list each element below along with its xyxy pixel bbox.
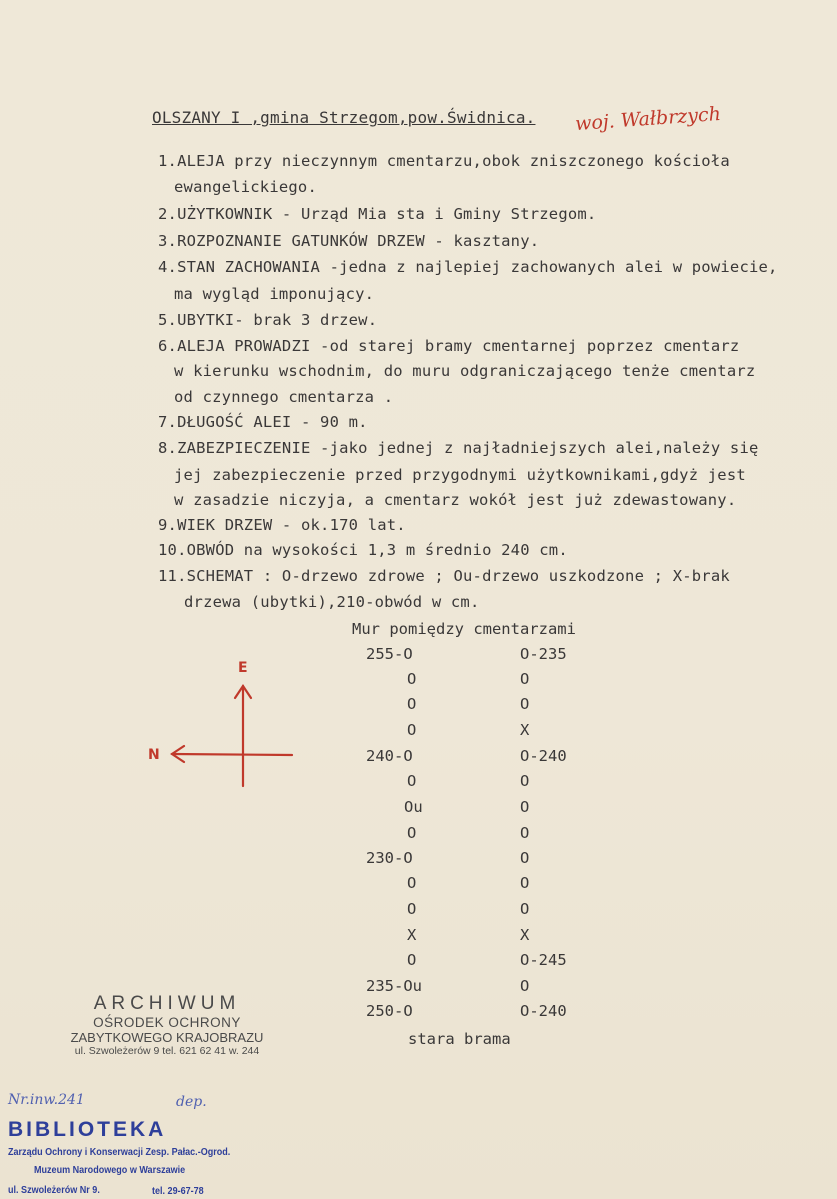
tree-right-6: O (520, 772, 530, 790)
item-5: 5.UBYTKI- brak 3 drzew. (158, 311, 378, 329)
tree-left-9: 230-O (366, 849, 413, 867)
archive-line-4: ul. Szwoleżerów 9 tel. 621 62 41 w. 244 (74, 1045, 260, 1057)
item-8-cont-1: jej zabezpieczenie przed przygodnymi użytkownikami,gdyż jest (174, 466, 746, 484)
compass-arrows-icon (160, 676, 300, 791)
tree-left-5: 240-O (366, 747, 413, 765)
tree-left-7: Ou (404, 798, 423, 816)
compass-east-label: E (238, 660, 248, 676)
stamp-line-3: ul. Szwoleżerów Nr 9. (8, 1184, 100, 1196)
stamp-line-4: tel. 29-67-78 (152, 1185, 204, 1197)
tree-right-3: O (520, 695, 530, 713)
tree-left-11: O (407, 900, 417, 918)
archive-line-2: OŚRODEK OCHRONY (93, 1015, 241, 1030)
handwritten-note: woj. Wałbrzych (574, 102, 722, 136)
tree-left-10: O (407, 874, 417, 892)
item-8-cont-2: w zasadzie niczyja, a cmentarz wokół jest już zdewastowany. (174, 491, 737, 509)
tree-left-12: X (407, 926, 417, 944)
tree-right-13: O-245 (520, 951, 567, 969)
tree-right-15: O-240 (520, 1002, 567, 1020)
item-4-cont: ma wygląd imponujący. (174, 285, 375, 303)
tree-left-4: O (407, 721, 417, 739)
item-9: 9.WIEK DRZEW - ok.170 lat. (158, 516, 406, 534)
tree-right-7: O (520, 798, 530, 816)
compass-north-label: N (148, 747, 160, 763)
deposit-note: dep. (176, 1094, 207, 1110)
item-4: 4.STAN ZACHOWANIA -jedna z najlepiej zachowanych alei w powiecie, (158, 258, 778, 276)
item-2: 2.UŻYTKOWNIK - Urząd Mia sta i Gminy Strzegom. (158, 205, 597, 223)
item-11-cont: drzewa (ubytki),210-obwód w cm. (184, 593, 480, 611)
tree-right-5: O-240 (520, 747, 567, 765)
schema-header: Mur pomiędzy cmentarzami (352, 620, 576, 638)
item-3: 3.ROZPOZNANIE GATUNKÓW DRZEW - kasztany. (158, 232, 540, 250)
item-10: 10.OBWÓD na wysokości 1,3 m średnio 240 cm. (158, 541, 568, 559)
stamp-title: BIBLIOTEKA (8, 1118, 167, 1141)
page-title: OLSZANY I ,gmina Strzegom,pow.Świdnica. (152, 108, 536, 127)
tree-right-11: O (520, 900, 530, 918)
tree-right-8: O (520, 824, 530, 842)
stamp-line-1: Zarządu Ochrony i Konserwacji Zesp. Pałac.-Ogrod. (8, 1146, 231, 1158)
tree-right-9: O (520, 849, 530, 867)
tree-left-15: 250-O (366, 1002, 413, 1020)
tree-right-12: X (520, 926, 530, 944)
item-1-cont: ewangelickiego. (174, 178, 317, 196)
item-6-cont-1: w kierunku wschodnim, do muru odgraniczającego tenże cmentarz (174, 362, 756, 380)
tree-left-1: 255-O (366, 645, 413, 663)
tree-left-6: O (407, 772, 417, 790)
archive-line-3: ZABYTKOWEGO KRAJOBRAZU (70, 1030, 264, 1045)
item-8: 8.ZABEZPIECZENIE -jako jednej z najładniejszych alei,należy się (158, 439, 759, 457)
stamp-line-2: Muzeum Narodowego w Warszawie (34, 1164, 186, 1176)
inventory-number: Nr.inw.241 (8, 1092, 85, 1108)
tree-right-10: O (520, 874, 530, 892)
tree-right-2: O (520, 670, 530, 688)
tree-right-14: O (520, 977, 530, 995)
tree-right-1: O-235 (520, 645, 567, 663)
archive-stamp (62, 993, 272, 1057)
tree-left-14: 235-Ou (366, 977, 422, 995)
tree-left-8: O (407, 824, 417, 842)
schema-footer: stara brama (408, 1030, 511, 1048)
item-6: 6.ALEJA PROWADZI -od starej bramy cmentarnej poprzez cmentarz (158, 337, 740, 355)
tree-right-4: X (520, 721, 530, 739)
tree-left-3: O (407, 695, 417, 713)
archive-title: ARCHIWUM (93, 993, 241, 1014)
item-6-cont-2: od czynnego cmentarza . (174, 388, 394, 406)
item-7: 7.DŁUGOŚĆ ALEI - 90 m. (158, 413, 368, 431)
item-11: 11.SCHEMAT : O-drzewo zdrowe ; Ou-drzewo uszkodzone ; X-brak (158, 567, 730, 585)
tree-left-13: O (407, 951, 417, 969)
item-1: 1.ALEJA przy nieczynnym cmentarzu,obok zniszczonego kościoła (158, 152, 730, 170)
tree-left-2: O (407, 670, 417, 688)
